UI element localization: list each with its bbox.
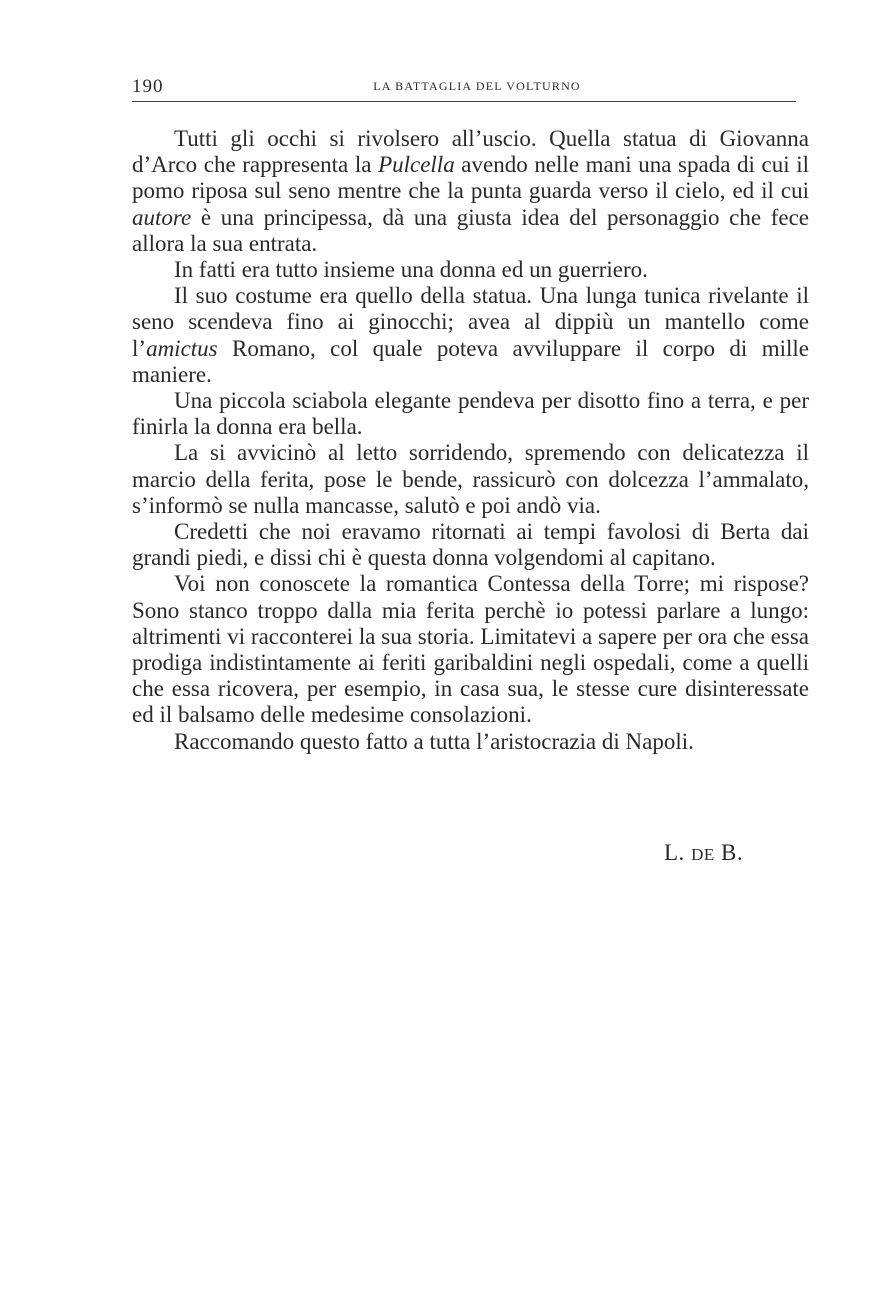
paragraph-1-text-c: avendo nelle mani una spada di cui il pomo riposa sul seno mentre che la punta guarda verso il cielo, ed il cui [132, 152, 809, 204]
paragraph-1-text-a: Tutti gli occhi si rivolsero all’uscio. Quella statua di Giovanna d’Arco che rappresenta la [132, 126, 809, 178]
paragraph-1-text-e: è una principessa, dà una giusta idea del personaggio che fece allora la sua entrata. [132, 204, 809, 256]
paragraph-4: Una piccola sciabola elegante pendeva per disotto fino a terra, e per finirla la donna era bella. [132, 388, 809, 440]
paragraph-2: In fatti era tutto insieme una donna ed un guerriero. [174, 257, 648, 283]
paragraph-8: Raccomando questo fatto a tutta l’aristocrazia di Napoli. [174, 728, 694, 754]
signature-initial: L. [664, 840, 685, 865]
paragraph-5: La si avvicinò al letto sorridendo, spremendo con delicatezza il marcio della ferita, pose le bende, rassicurò con dolcezza l’ammalato, s’informò se nulla mancasse, salutò e poi andò via. [132, 440, 809, 518]
paragraph-7: Voi non conoscete la romantica Contessa della Torre; mi rispose? Sono stanco troppo dalla mia ferita perchè io potessi parlare a lungo: altrimenti vi racconterei la sua storia. Limitatevi a sapere per ora che essa prodiga indistintamente ai feriti garibaldini negli ospedali, come a quelli che essa ricovera, per esempio, in casa sua, le stesse cure disinteressate ed il balsamo delle medesime consolazioni. [132, 571, 809, 728]
paragraph-3-text-a: Il suo costume era quello della statua. Una lunga tunica rivelante il seno scendeva fino ai ginocchi; avea al dippiù un mantello come l’ [132, 283, 809, 361]
signature-particle: DE [691, 845, 715, 864]
paragraph-6: Credetti che noi eravamo ritornati ai tempi favolosi di Berta dai grandi piedi, e dissi chi è questa donna volgendomi al capitano. [132, 519, 809, 571]
running-head [132, 76, 794, 100]
paragraph-3-text-c: Romano, col quale poteva avviluppare il corpo di mille maniere. [132, 335, 809, 387]
page-number: 190 [132, 76, 164, 97]
paragraph-3 [132, 283, 809, 388]
body-text [132, 126, 809, 755]
paragraph-3-italic-amictus: amictus [146, 335, 218, 361]
running-title: LA BATTAGLIA DEL VOLTURNO [373, 79, 581, 93]
paragraph-1 [132, 126, 809, 257]
paragraph-1-italic-autore: autore [132, 204, 192, 230]
signature-surname: B. [720, 840, 744, 865]
header-rule [132, 101, 796, 102]
author-signature [664, 840, 743, 866]
paragraph-1-italic-pulcella: Pulcella [378, 152, 455, 178]
